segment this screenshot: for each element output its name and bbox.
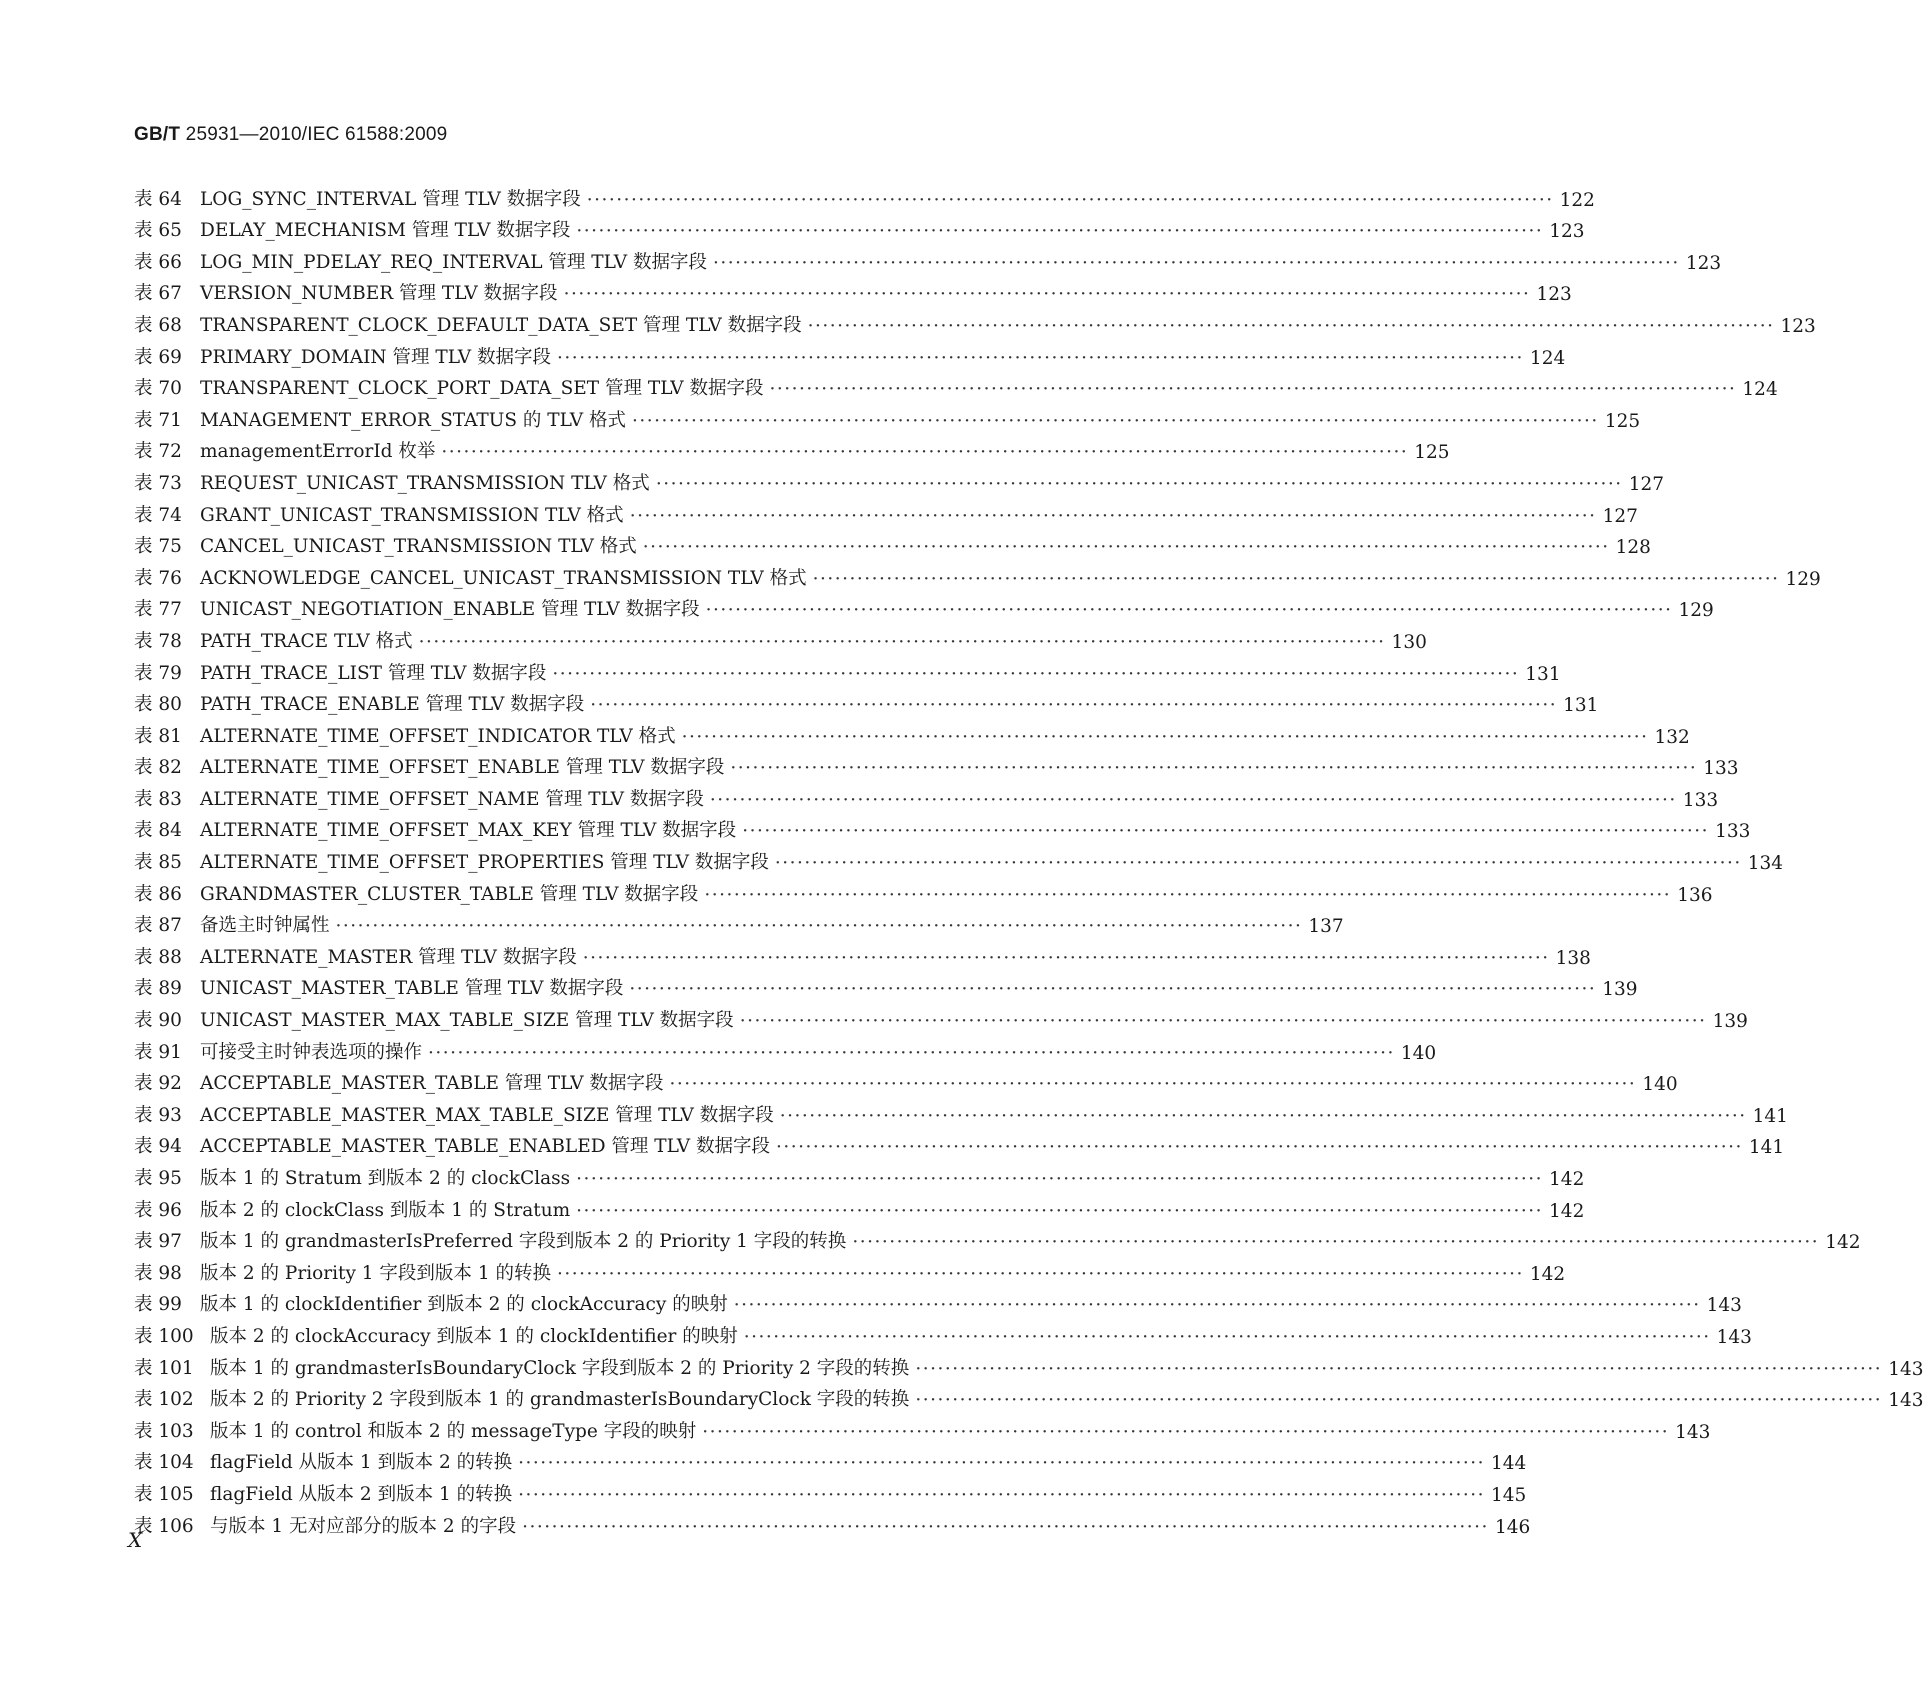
table-number: 表 67 (134, 283, 182, 305)
table-number: 表 73 (134, 472, 182, 494)
table-number: 表 64 (134, 188, 182, 210)
table-title: REQUEST_UNICAST_TRANSMISSION TLV 格式 (200, 472, 650, 494)
table-number: 表 86 (134, 883, 182, 905)
dot-leader (576, 221, 1543, 242)
page-ref: 143 (1706, 1295, 1742, 1317)
table-number: 表 68 (134, 314, 182, 336)
dot-leader (419, 632, 1386, 653)
dot-leader (518, 1485, 1485, 1506)
table-number: 表 69 (134, 346, 182, 368)
dot-leader (730, 758, 1697, 779)
table-number: 表 65 (134, 220, 182, 242)
table-number: 表 91 (134, 1041, 182, 1063)
page-ref: 133 (1703, 758, 1739, 780)
toc-row (134, 1222, 1861, 1254)
table-title: DELAY_MECHANISM 管理 TLV 数据字段 (200, 220, 571, 242)
toc-row (134, 242, 1722, 274)
table-number: 表 87 (134, 915, 182, 937)
page-ref: 145 (1491, 1484, 1527, 1506)
dot-leader (770, 379, 1737, 400)
page-ref: 143 (1716, 1326, 1752, 1348)
toc-row (134, 274, 1572, 306)
dot-leader (706, 600, 1673, 621)
toc-row (134, 811, 1751, 843)
table-title: UNICAST_NEGOTIATION_ENABLE 管理 TLV 数据字段 (200, 599, 700, 621)
table-number: 表 97 (134, 1231, 182, 1253)
table-number: 表 104 (134, 1452, 194, 1474)
dot-leader (518, 1453, 1485, 1474)
table-title: ALTERNATE_TIME_OFFSET_NAME 管理 TLV 数据字段 (200, 788, 704, 810)
page-ref: 136 (1677, 884, 1713, 906)
table-number: 表 90 (134, 1010, 182, 1032)
dot-leader (643, 537, 1610, 558)
page-ref: 129 (1785, 568, 1821, 590)
page-ref: 140 (1400, 1042, 1437, 1064)
page-ref: 123 (1780, 315, 1816, 337)
dot-leader (852, 1232, 1819, 1253)
dot-leader (576, 1169, 1543, 1190)
page-ref: 124 (1529, 347, 1566, 369)
page-ref: 142 (1825, 1232, 1861, 1254)
table-number: 表 79 (134, 662, 182, 684)
page-ref: 122 (1559, 189, 1595, 211)
page-ref: 125 (1414, 442, 1450, 464)
table-title: VERSION_NUMBER 管理 TLV 数据字段 (200, 283, 558, 305)
page-ref: 125 (1604, 410, 1641, 432)
toc-row (134, 432, 1450, 464)
page-ref: 133 (1715, 821, 1751, 843)
table-number: 表 94 (134, 1136, 182, 1158)
toc-row (134, 748, 1739, 780)
dot-leader (583, 948, 1550, 969)
dot-leader (630, 506, 1597, 527)
page-ref: 134 (1747, 853, 1784, 875)
document-header (134, 124, 447, 146)
table-number: 表 102 (134, 1389, 194, 1411)
toc-row (134, 179, 1595, 211)
table-number: 表 96 (134, 1199, 182, 1221)
dot-leader (441, 442, 1408, 463)
toc-row (134, 211, 1585, 243)
table-title: 版本 2 的 Priority 2 字段到版本 1 的 grandmasterIsBoundaryClock 字段的转换 (210, 1389, 910, 1411)
table-number: 表 99 (134, 1294, 182, 1316)
toc-row (134, 1158, 1585, 1190)
table-title: PRIMARY_DOMAIN 管理 TLV 数据字段 (200, 346, 552, 368)
page-ref: 128 (1615, 537, 1651, 559)
toc-row (134, 1411, 1711, 1443)
table-title: ALTERNATE_TIME_OFFSET_INDICATOR TLV 格式 (200, 725, 676, 747)
dot-leader (682, 727, 1649, 748)
toc-row (134, 1474, 1527, 1506)
table-number: 表 75 (134, 536, 182, 558)
table-title: ACCEPTABLE_MASTER_TABLE_ENABLED 管理 TLV 数据字段 (200, 1136, 770, 1158)
table-title: 版本 1 的 clockIdentifier 到版本 2 的 clockAccuracy 的映射 (200, 1294, 728, 1316)
dot-leader (669, 1074, 1636, 1095)
toc-row (134, 874, 1713, 906)
toc-row (134, 337, 1566, 369)
page-ref: 140 (1642, 1074, 1678, 1096)
dot-leader (557, 1264, 1524, 1285)
page-ref: 131 (1563, 695, 1599, 717)
table-number: 表 103 (134, 1420, 194, 1442)
page-ref: 142 (1549, 1200, 1585, 1222)
dot-leader (915, 1359, 1882, 1380)
page-ref: 139 (1602, 979, 1638, 1001)
table-title: GRANDMASTER_CLUSTER_TABLE 管理 TLV 数据字段 (200, 883, 699, 905)
toc-row (134, 653, 1561, 685)
page-ref: 138 (1555, 947, 1591, 969)
table-number: 表 88 (134, 946, 182, 968)
table-title: ACCEPTABLE_MASTER_TABLE 管理 TLV 数据字段 (200, 1073, 664, 1095)
table-number: 表 92 (134, 1073, 182, 1095)
toc-row (134, 1348, 1924, 1380)
toc-row (134, 1443, 1527, 1475)
table-title: ALTERNATE_TIME_OFFSET_MAX_KEY 管理 TLV 数据字段 (200, 820, 737, 842)
toc-row (134, 1000, 1748, 1033)
page-ref: 143 (1888, 1390, 1924, 1412)
table-title: managementErrorId 枚举 (200, 441, 436, 463)
table-title: PATH_TRACE TLV 格式 (200, 630, 413, 652)
toc-row (134, 716, 1690, 748)
table-number: 表 83 (134, 788, 182, 810)
dot-leader (776, 1137, 1743, 1158)
toc-row (134, 1285, 1742, 1317)
page-ref: 131 (1525, 663, 1561, 685)
table-number: 表 78 (134, 630, 182, 652)
dot-leader (557, 348, 1524, 369)
toc-row (134, 842, 1784, 875)
toc-row (134, 906, 1344, 938)
dot-leader (428, 1043, 1395, 1064)
page-ref: 143 (1888, 1358, 1924, 1380)
page-ref: 141 (1752, 1105, 1788, 1127)
toc-row (134, 1506, 1531, 1538)
table-title: ALTERNATE_TIME_OFFSET_ENABLE 管理 TLV 数据字段 (200, 757, 725, 779)
dot-leader (552, 664, 1519, 685)
toc-row (134, 1380, 1924, 1412)
table-title: MANAGEMENT_ERROR_STATUS 的 TLV 格式 (200, 409, 626, 431)
table-title: LOG_MIN_PDELAY_REQ_INTERVAL 管理 TLV 数据字段 (200, 251, 707, 273)
table-title: 与版本 1 无对应部分的版本 2 的字段 (210, 1515, 517, 1537)
toc-row (134, 685, 1599, 717)
page-ref: 124 (1742, 379, 1778, 401)
dot-leader (336, 916, 1303, 937)
toc-row (134, 1316, 1752, 1348)
toc-row (134, 969, 1638, 1001)
dot-leader (522, 1517, 1489, 1538)
table-number: 表 106 (134, 1515, 194, 1537)
table-number: 表 93 (134, 1104, 182, 1126)
toc-row (134, 1190, 1585, 1222)
table-number: 表 76 (134, 567, 182, 589)
toc-row (134, 937, 1591, 969)
dot-leader (576, 1201, 1543, 1222)
table-number: 表 101 (134, 1357, 194, 1379)
dot-leader (915, 1390, 1882, 1411)
toc-row (134, 1032, 1437, 1064)
page-ref: 127 (1602, 505, 1638, 527)
table-number: 表 70 (134, 378, 182, 400)
dot-leader (629, 979, 1596, 1000)
dot-leader (590, 695, 1557, 716)
table-number: 表 77 (134, 599, 182, 621)
dot-leader (632, 411, 1599, 432)
table-title: ACCEPTABLE_MASTER_MAX_TABLE_SIZE 管理 TLV 数据字段 (200, 1104, 774, 1126)
toc-row (134, 305, 1816, 337)
dot-leader (780, 1106, 1747, 1127)
page-ref: 143 (1675, 1421, 1711, 1443)
dot-leader (656, 474, 1623, 495)
table-number: 表 105 (134, 1483, 194, 1505)
page-ref: 141 (1748, 1137, 1785, 1159)
page-ref: 123 (1549, 221, 1585, 243)
table-number: 表 66 (134, 251, 182, 273)
dot-leader (775, 853, 1742, 874)
table-title: PATH_TRACE_ENABLE 管理 TLV 数据字段 (200, 694, 585, 716)
standard-prefix: GB/T (134, 124, 181, 145)
dot-leader (734, 1295, 1701, 1316)
table-of-contents (134, 179, 1924, 1538)
dot-leader (813, 569, 1780, 590)
toc-row (134, 590, 1714, 622)
toc-row (134, 369, 1778, 401)
page-ref: 139 (1712, 1011, 1748, 1033)
table-title: 版本 1 的 Stratum 到版本 2 的 clockClass (200, 1168, 571, 1189)
dot-leader (710, 790, 1677, 811)
dot-leader (564, 284, 1531, 305)
table-title: flagField 从版本 1 到版本 2 的转换 (210, 1452, 513, 1474)
table-number: 表 80 (134, 694, 182, 716)
page-ref: 130 (1391, 631, 1427, 653)
page-ref: 129 (1678, 600, 1714, 622)
page-ref: 123 (1685, 252, 1722, 274)
toc-row (134, 1095, 1788, 1127)
page-ref: 137 (1308, 916, 1344, 938)
dot-leader (740, 1011, 1707, 1032)
dot-leader (744, 1327, 1711, 1348)
dot-leader (742, 821, 1709, 842)
table-number: 表 95 (134, 1168, 182, 1189)
page-ref: 142 (1549, 1169, 1585, 1190)
table-number: 表 72 (134, 441, 182, 463)
table-number: 表 81 (134, 725, 182, 747)
table-number: 表 82 (134, 757, 182, 779)
table-title: GRANT_UNICAST_TRANSMISSION TLV 格式 (200, 504, 624, 526)
table-title: TRANSPARENT_CLOCK_DEFAULT_DATA_SET 管理 TLV 数据字段 (200, 314, 802, 336)
page-ref: 146 (1494, 1516, 1531, 1538)
table-title: 可接受主时钟表选项的操作 (200, 1041, 423, 1063)
toc-row (134, 1127, 1785, 1159)
dot-leader (702, 1422, 1669, 1443)
dot-leader (587, 190, 1554, 211)
table-title: 版本 2 的 clockClass 到版本 1 的 Stratum (200, 1199, 571, 1221)
table-title: 版本 2 的 clockAccuracy 到版本 1 的 clockIdentifier 的映射 (210, 1325, 738, 1347)
table-title: 版本 1 的 grandmasterIsPreferred 字段到版本 2 的 Priority 1 字段的转换 (200, 1231, 847, 1253)
table-title: ALTERNATE_MASTER 管理 TLV 数据字段 (200, 946, 577, 968)
dot-leader (704, 885, 1671, 906)
toc-row (134, 527, 1651, 559)
table-title: UNICAST_MASTER_TABLE 管理 TLV 数据字段 (200, 978, 624, 1000)
toc-row (134, 621, 1427, 653)
page-number: X (128, 1528, 143, 1552)
page-ref: 123 (1536, 284, 1572, 306)
table-number: 表 98 (134, 1262, 182, 1284)
table-title: PATH_TRACE_LIST 管理 TLV 数据字段 (200, 662, 547, 684)
table-number: 表 85 (134, 852, 182, 874)
table-title: 版本 1 的 control 和版本 2 的 messageType 字段的映射 (210, 1420, 697, 1442)
table-title: UNICAST_MASTER_MAX_TABLE_SIZE 管理 TLV 数据字段 (200, 1010, 734, 1032)
toc-row (134, 495, 1638, 527)
page-ref: 132 (1654, 726, 1690, 748)
table-number: 表 100 (134, 1325, 194, 1347)
page-ref: 127 (1628, 473, 1664, 495)
table-title: 版本 2 的 Priority 1 字段到版本 1 的转换 (200, 1262, 551, 1284)
toc-row (134, 1253, 1566, 1285)
toc-row (134, 400, 1641, 432)
table-title: flagField 从版本 2 到版本 1 的转换 (210, 1483, 513, 1505)
table-title: LOG_SYNC_INTERVAL 管理 TLV 数据字段 (200, 188, 581, 210)
table-title: 版本 1 的 grandmasterIsBoundaryClock 字段到版本 2 的 Priority 2 字段的转换 (210, 1357, 910, 1379)
dot-leader (713, 253, 1680, 274)
table-number: 表 71 (134, 409, 182, 431)
table-title: 备选主时钟属性 (200, 915, 330, 937)
table-title: CANCEL_UNICAST_TRANSMISSION TLV 格式 (200, 536, 637, 558)
table-number: 表 89 (134, 978, 182, 1000)
table-number: 表 84 (134, 820, 182, 842)
standard-number: 25931—2010/IEC 61588:2009 (185, 124, 448, 145)
page-ref: 144 (1491, 1453, 1527, 1475)
page-ref: 133 (1682, 789, 1719, 811)
table-title: ACKNOWLEDGE_CANCEL_UNICAST_TRANSMISSION TLV 格式 (200, 567, 807, 589)
table-title: TRANSPARENT_CLOCK_PORT_DATA_SET 管理 TLV 数据字段 (200, 378, 764, 400)
toc-row (134, 463, 1664, 495)
table-title: ALTERNATE_TIME_OFFSET_PROPERTIES 管理 TLV 数据字段 (200, 852, 769, 874)
toc-row (134, 779, 1719, 811)
page-ref: 142 (1529, 1263, 1566, 1285)
toc-row (134, 1064, 1678, 1096)
table-number: 表 74 (134, 504, 182, 526)
toc-row (134, 558, 1821, 590)
dot-leader (808, 316, 1775, 337)
